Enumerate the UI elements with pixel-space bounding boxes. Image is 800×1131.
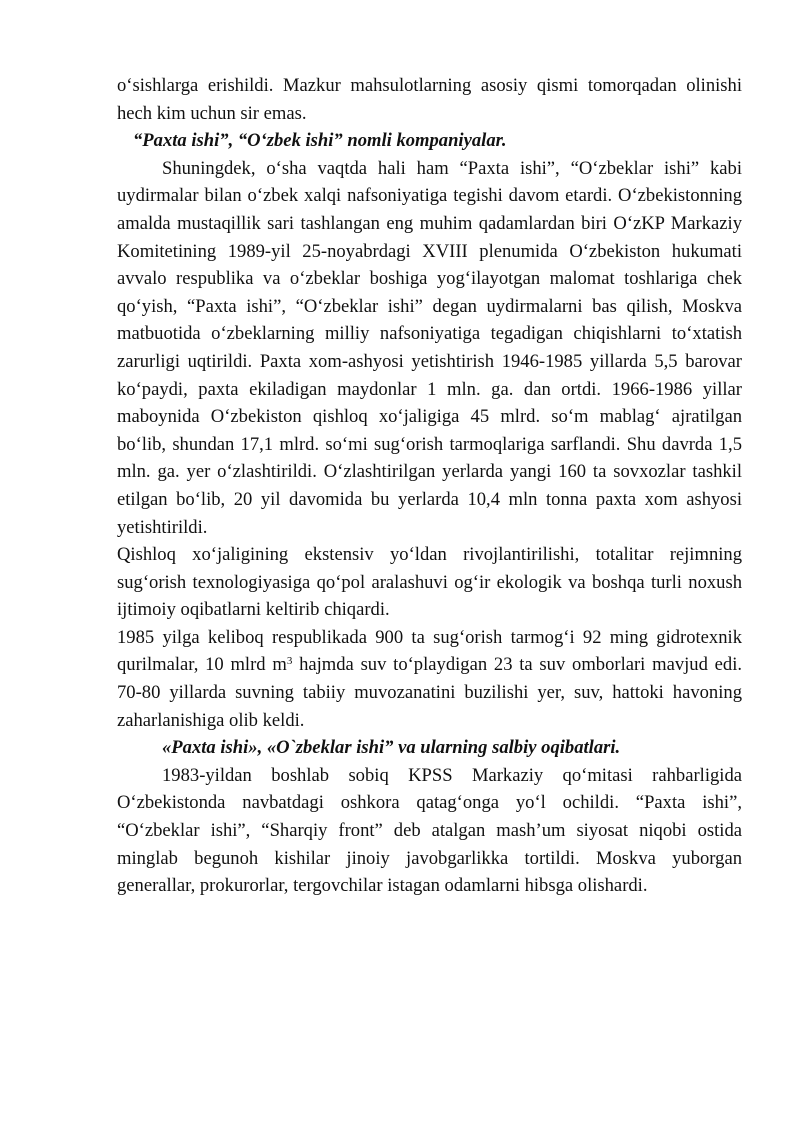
section-heading-companies: “Paxta ishi”, “O‘zbek ishi” nomli kompaniyalar.: [133, 130, 507, 152]
section-heading-consequences: «Paxta ishi», «O`zbeklar ishi” va ularning salbiy oqibatlari.: [162, 737, 621, 759]
paragraph-repression: 1983-yildan boshlab sobiq KPSS Markaziy qo‘mitasi rahbarligida O‘zbekistonda navbatdagi oshkora qatag‘onga yo‘l ochildi. “Paxta ishi”, “O‘zbeklar ishi”, “Sharqiy front” deb atalgan mash’um siyosat niqobi ostida minglab begunoh kishilar jinoiy javobgarlikka tortildi. Moskva yuborgan generallar, prokurorlar, tergovchilar istagan odamlarni hibsga olishardi.: [117, 764, 742, 897]
superscript-cubic: 3: [286, 655, 293, 668]
paragraph-irrigation: [117, 624, 742, 734]
paragraph-cotton-case: Shuningdek, o‘sha vaqtda hali ham “Paxta ishi”, “O‘zbeklar ishi” kabi uydirmalar bilan o‘zbek xalqi nafsoniyatiga tegishi davom etardi. O‘zbekistonning amalda mustaqillik sari tashlangan eng muhim qadamlardan biri O‘zKP Markaziy Komitetining 1989-yil 25-noyabrdagi XVIII plenumida O‘zbekiston hukumati avvalo respublika va o‘zbeklar boshiga yog‘ilayotgan malomat toshlariga chek qo‘yish, “Paxta ishi”, “O‘zbeklar ishi” degan uydirmalarni bas qilish, Moskva matbuotida o‘zbeklarning milliy nafsoniyatiga tegadigan chiqishlarni to‘xtatish zarurligi uqtirildi. Paxta xom-ashyosi yetishtirish 1946-1985 yillarda 5,5 barovar ko‘paydi, paxta ekiladigan maydonlar 1 mln. ga. dan ortdi. 1966-1986 yillar maboynida O‘zbekiston qishloq xo‘jaligiga 45 mlrd. so‘m mablag‘ ajratilgan bo‘lib, shundan 17,1 mlrd. so‘mi sug‘orish tarmoqlariga sarflandi. Shu davrda 1,5 mln. ga. yer o‘zlashtirildi. O‘zlashtirilgan yerlarda yangi 160 ta sovxozlar tashkil etilgan bo‘lib, 20 yil davomida bu yerlarda 10,4 mln tonna paxta xom ashyosi yetishtirildi.: [117, 157, 742, 538]
irrigation-text-end: hajmda suv to‘playdigan 23 ta suv omborlari mavjud edi. 70-80 yillarda suvning tabiiy muvozanatini buzilishi yer, suv, hattoki havoning zaharlanishiga olib keldi.: [117, 654, 743, 731]
paragraph-intro: o‘sishlarga erishildi. Mazkur mahsulotlarning asosiy qismi tomorqadan olinishi hech kim uchun sir emas.: [117, 75, 742, 124]
irrigation-text-start: 1985 yilga keliboq respublikada 900 ta sug‘orish tarmog‘i 92 ming gidrotexnik qurilmalar, 10 mlrd m: [117, 626, 742, 676]
document-page: [117, 72, 742, 900]
paragraph-agriculture: Qishloq xo‘jaligining ekstensiv yo‘ldan rivojlantirilishi, totalitar rejimning sug‘orish texnologiyasiga qo‘pol aralashuvi og‘ir ekologik va boshqa turli noxush ijtimoiy oqibatlarni keltirib chiqardi.: [117, 544, 742, 621]
